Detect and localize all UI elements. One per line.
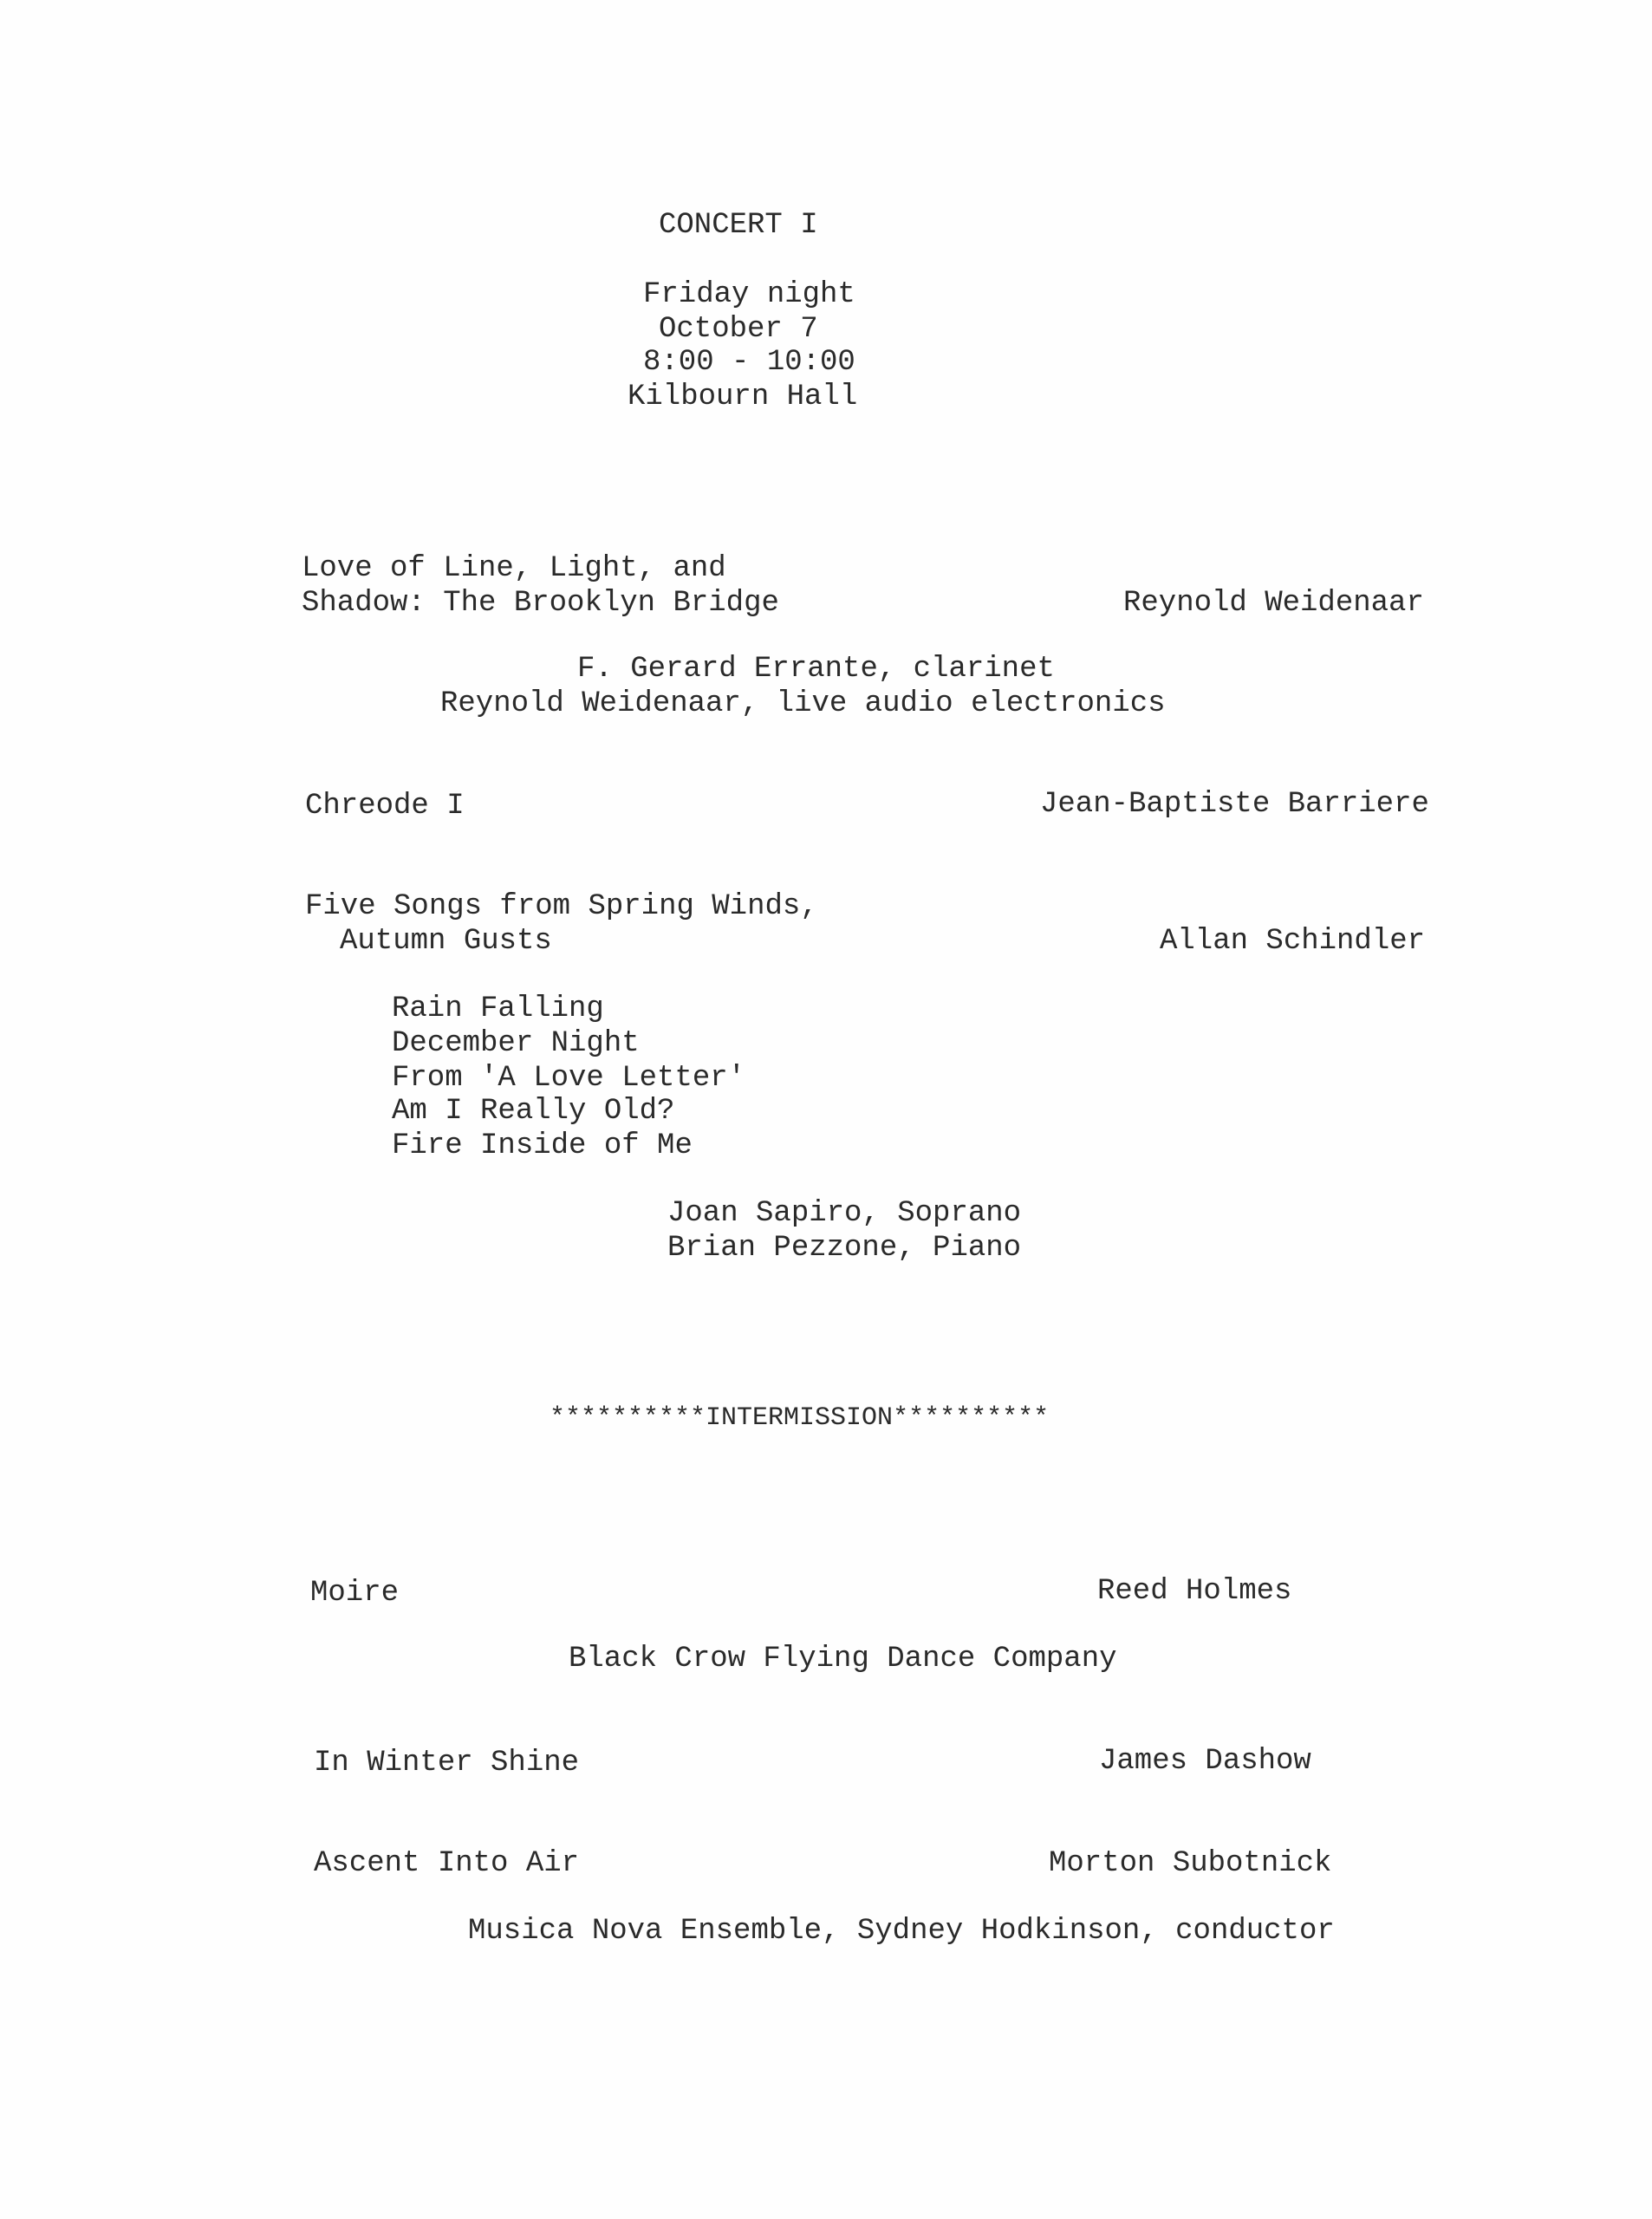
piece1-title-line2: Shadow: The Brooklyn Bridge [302,587,779,620]
piece1-performer2: Reynold Weidenaar, live audio electronics [440,687,1166,720]
piece3-title-line1: Five Songs from Spring Winds, [305,890,818,923]
piece3-performer1: Joan Sapiro, Soprano [667,1197,1022,1230]
concert-date: October 7 [659,313,818,346]
piece3-performer2: Brian Pezzone, Piano [667,1232,1022,1265]
piece4-performer: Black Crow Flying Dance Company [569,1643,1117,1676]
piece5-title: In Winter Shine [314,1747,580,1780]
piece3-title-line2: Autumn Gusts [340,925,552,958]
piece3-composer: Allan Schindler [1160,925,1426,958]
piece6-performer: Musica Nova Ensemble, Sydney Hodkinson, conductor [468,1915,1335,1948]
piece6-title: Ascent Into Air [314,1847,580,1880]
piece4-composer: Reed Holmes [1097,1575,1292,1608]
song-item: Am I Really Old? [392,1095,675,1128]
concert-time: 8:00 - 10:00 [643,346,855,379]
piece2-title: Chreode I [305,790,465,823]
song-item: Fire Inside of Me [392,1129,693,1162]
piece4-title: Moire [310,1577,400,1610]
concert-title: CONCERT I [659,209,818,242]
piece5-composer: James Dashow [1099,1745,1311,1778]
song-item: Rain Falling [392,992,604,1025]
piece6-composer: Morton Subotnick [1049,1847,1332,1880]
piece1-composer: Reynold Weidenaar [1123,587,1424,620]
intermission-banner: **********INTERMISSION********** [550,1403,1050,1433]
song-item: December Night [392,1027,640,1060]
piece2-composer: Jean-Baptiste Barriere [1040,788,1429,821]
concert-day: Friday night [643,278,855,311]
song-item: From 'A Love Letter' [392,1062,746,1095]
concert-venue: Kilbourn Hall [628,381,858,413]
piece1-performer1: F. Gerard Errante, clarinet [577,653,1055,686]
piece1-title-line1: Love of Line, Light, and [302,552,726,585]
